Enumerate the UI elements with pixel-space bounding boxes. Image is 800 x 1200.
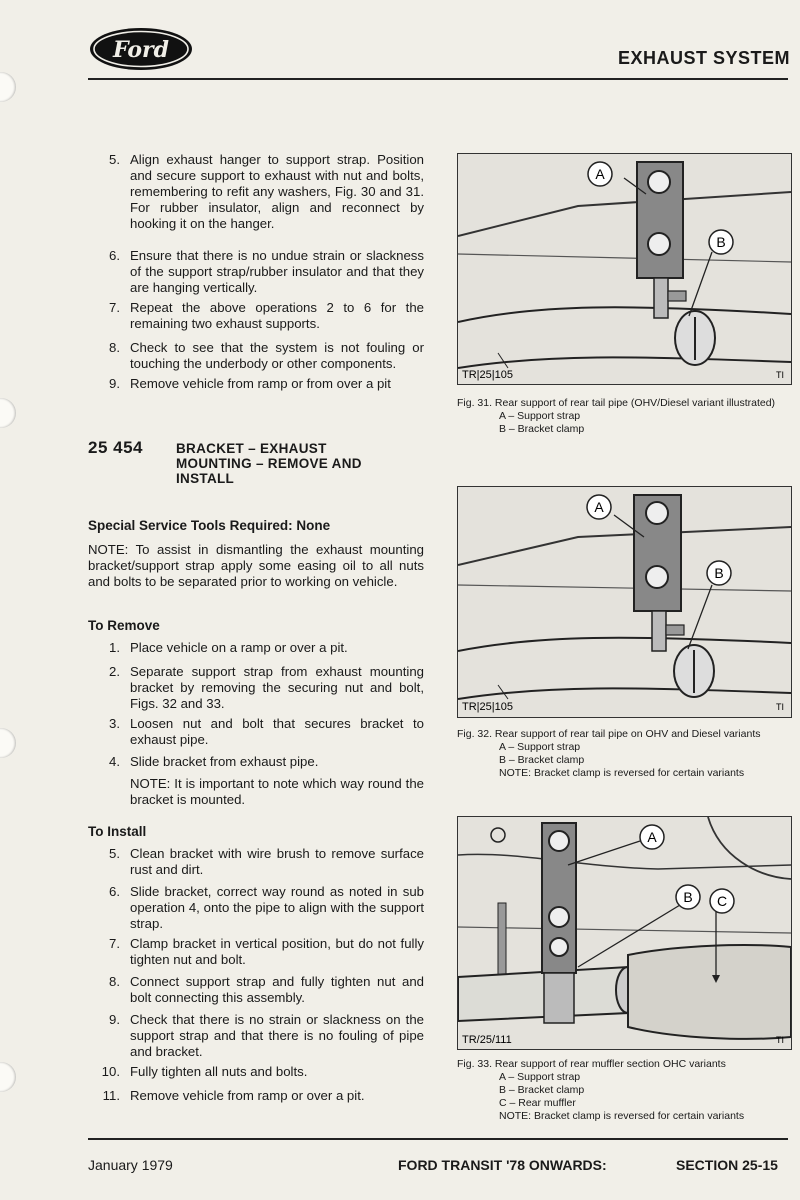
step-6 xyxy=(88,248,424,296)
legend-item: A – Support strap xyxy=(499,410,581,422)
step-text: Separate support strap from exhaust mounting bracket by removing the securing nut and bolt, Figs. 32 and 33. xyxy=(130,664,424,711)
callout-a: A xyxy=(594,499,604,515)
step-number: 2. xyxy=(109,664,120,679)
remove-note: NOTE: It is important to note which way round the bracket is mounted. xyxy=(130,776,424,807)
figure-32-caption xyxy=(457,728,787,780)
callout-b: B xyxy=(683,889,693,905)
special-tools-heading: Special Service Tools Required: None xyxy=(88,518,331,533)
punch-hole xyxy=(0,728,16,758)
step-number: 1. xyxy=(109,640,120,655)
page-header-title: EXHAUST SYSTEM xyxy=(617,48,790,68)
remove-step-1 xyxy=(88,640,424,656)
step-text: Fully tighten all nuts and bolts. xyxy=(130,1064,308,1079)
ford-logo xyxy=(88,26,194,72)
step-number: 3. xyxy=(109,716,120,731)
legend-item: C – Rear muffler xyxy=(499,1097,576,1109)
footer-rule xyxy=(88,1138,788,1140)
figure-corner-mark: TI xyxy=(776,370,784,380)
rear-muffler-support-illustration xyxy=(458,817,791,1049)
caption-text: Fig. 33. Rear support of rear muffler section OHC variants xyxy=(457,1058,726,1070)
footer-date: January 1979 xyxy=(88,1157,173,1173)
step-text: Clamp bracket in vertical position, but do not fully tighten nut and bolt. xyxy=(130,936,424,967)
step-text: Clean bracket with wire brush to remove surface rust and dirt. xyxy=(130,846,424,877)
figure-ref: TR/25/111 xyxy=(462,1034,512,1046)
caption-note: NOTE: Bracket clamp is reversed for certain variants xyxy=(499,1110,745,1122)
install-step-7 xyxy=(88,936,424,968)
step-number: 7. xyxy=(109,300,120,315)
step-7 xyxy=(88,300,424,332)
step-5 xyxy=(88,152,424,232)
figure-ref: TR|25|105 xyxy=(462,701,513,713)
callout-c: C xyxy=(716,893,728,909)
figure-31-caption xyxy=(457,397,787,436)
figure-corner-mark: TI xyxy=(776,702,784,712)
punch-hole xyxy=(0,1062,16,1092)
remove-heading: To Remove xyxy=(88,618,160,633)
callout-a: A xyxy=(595,166,605,182)
caption-note: NOTE: Bracket clamp is reversed for certain variants xyxy=(499,767,745,779)
remove-step-4 xyxy=(88,754,424,770)
step-number: 8. xyxy=(109,974,120,989)
figure-31 xyxy=(457,153,792,385)
install-step-9 xyxy=(88,1012,424,1060)
step-text: Remove vehicle from ramp or from over a pit xyxy=(130,376,391,391)
legend-item: B – Bracket clamp xyxy=(499,754,585,766)
section-number: 25 454 xyxy=(88,438,143,457)
step-number: 8. xyxy=(109,340,120,355)
step-text: Check to see that the system is not fouling or touching the underbody or other components. xyxy=(130,340,424,371)
intro-note: NOTE: To assist in dismantling the exhaust mounting bracket/support strap apply some easing oil to all nuts and bolts to be separated prior to working on vehicle. xyxy=(88,542,424,589)
header-rule xyxy=(88,78,788,80)
install-step-11 xyxy=(88,1088,424,1104)
step-9 xyxy=(88,376,424,392)
punch-hole xyxy=(0,398,16,428)
install-heading: To Install xyxy=(88,824,147,839)
step-text: Repeat the above operations 2 to 6 for the remaining two exhaust supports. xyxy=(130,300,424,331)
section-title-line: MOUNTING – REMOVE AND xyxy=(176,456,362,471)
svg-text:Ford: Ford xyxy=(112,37,170,63)
step-number: 9. xyxy=(109,1012,120,1027)
remove-step-2 xyxy=(88,664,424,712)
step-number: 11. xyxy=(102,1088,120,1103)
section-title xyxy=(176,441,426,486)
callout-a: A xyxy=(647,829,657,845)
footer-model: FORD TRANSIT '78 ONWARDS: xyxy=(398,1157,607,1173)
step-number: 10. xyxy=(101,1064,120,1079)
figure-corner-mark: TI xyxy=(776,1035,784,1045)
figure-33-caption xyxy=(457,1058,787,1123)
step-text: Check that there is no strain or slackness on the support strap and that there is no fouling of pipe and bracket. xyxy=(130,1012,424,1059)
step-text: Loosen nut and bolt that secures bracket to exhaust pipe. xyxy=(130,716,424,747)
step-number: 7. xyxy=(109,936,120,951)
install-step-6 xyxy=(88,884,424,932)
legend-item: B – Bracket clamp xyxy=(499,423,585,435)
step-number: 5. xyxy=(109,846,120,861)
callout-b: B xyxy=(716,234,726,250)
step-8 xyxy=(88,340,424,372)
punch-hole xyxy=(0,72,16,102)
install-step-5 xyxy=(88,846,424,878)
legend-item: A – Support strap xyxy=(499,1071,581,1083)
step-text: Ensure that there is no undue strain or slackness of the support strap/rubber insulator and that they are hanging vertically. xyxy=(130,248,424,295)
step-text: Connect support strap and fully tighten nut and bolt connecting this assembly. xyxy=(130,974,424,1005)
figure-33 xyxy=(457,816,792,1050)
step-number: 5. xyxy=(109,152,120,167)
figure-32 xyxy=(457,486,792,718)
legend-item: A – Support strap xyxy=(499,741,581,753)
step-text: Place vehicle on a ramp or over a pit. xyxy=(130,640,348,655)
install-step-10 xyxy=(88,1064,424,1080)
section-title-line: INSTALL xyxy=(176,471,235,486)
tail-pipe-support-illustration xyxy=(458,487,791,717)
step-number: 4. xyxy=(109,754,120,769)
step-text: Slide bracket from exhaust pipe. xyxy=(130,754,319,769)
step-text: Slide bracket, correct way round as noted in sub operation 4, onto the pipe to align with the support strap. xyxy=(130,884,424,931)
callout-b: B xyxy=(714,565,724,581)
step-text: Remove vehicle from ramp or over a pit. xyxy=(130,1088,365,1103)
install-step-8 xyxy=(88,974,424,1006)
legend-item: B – Bracket clamp xyxy=(499,1084,585,1096)
tail-pipe-support-illustration xyxy=(458,154,791,384)
remove-step-3 xyxy=(88,716,424,748)
figure-ref: TR|25|105 xyxy=(462,369,513,381)
footer-section: SECTION 25-15 xyxy=(676,1157,778,1173)
caption-text: Fig. 31. Rear support of rear tail pipe (OHV/Diesel variant illustrated) xyxy=(457,397,776,409)
step-number: 6. xyxy=(109,248,120,263)
step-text: Align exhaust hanger to support strap. Position and secure support to exhaust with nut and bolts, remembering to refit any washers, Fig. 30 and 31. For rubber insulator, align and reconnect by hooking it on the hanger. xyxy=(130,152,424,231)
section-title-line: BRACKET – EXHAUST xyxy=(176,441,327,456)
step-number: 9. xyxy=(109,376,120,391)
caption-text: Fig. 32. Rear support of rear tail pipe on OHV and Diesel variants xyxy=(457,728,761,740)
step-number: 6. xyxy=(109,884,120,899)
